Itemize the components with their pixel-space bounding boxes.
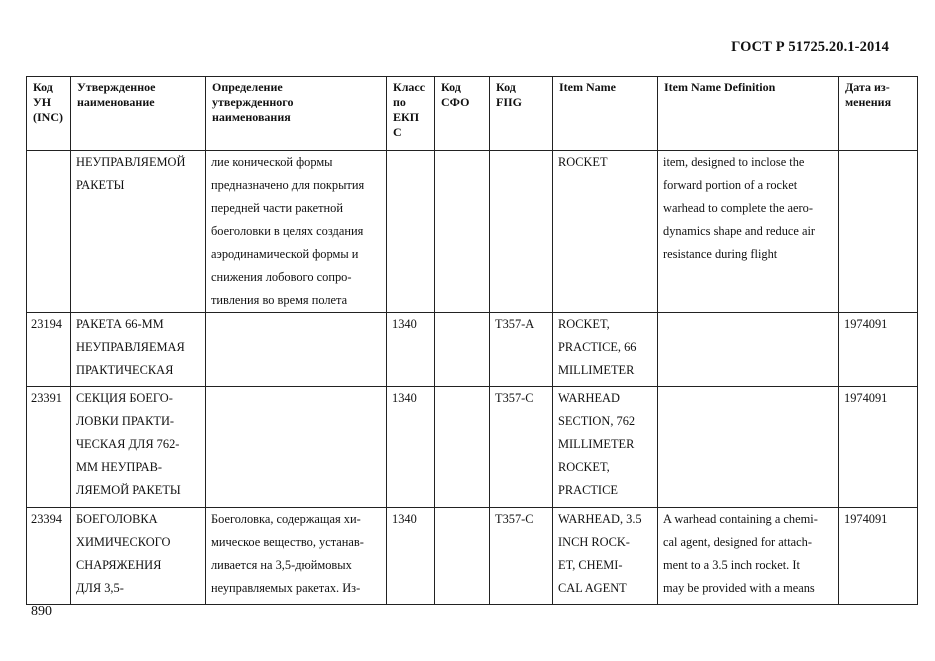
cell-definition: Боеголовка, содержащая хи- мическое вещество, устанав- ливается на 3,5-дюймовых неуправляемых ракетах. Из-	[206, 508, 387, 605]
cell-fiig	[490, 151, 553, 313]
cell-sfo	[435, 508, 490, 605]
col-header-approved-name: Утвержденное наименование	[71, 77, 206, 151]
cell-approved-name: НЕУПРАВЛЯЕМОЙ РАКЕТЫ	[71, 151, 206, 313]
table-row	[27, 313, 918, 387]
col-header-change-date: Дата из- менения	[839, 77, 918, 151]
cell-class: 1340	[387, 387, 435, 508]
table-header-row	[27, 77, 918, 151]
col-header-class: Класс по ЕКП С	[387, 77, 435, 151]
cell-code: 23194	[27, 313, 71, 387]
col-header-sfo: Код СФО	[435, 77, 490, 151]
cell-item-name: WARHEAD, 3.5 INCH ROCK- ET, CHEMI- CAL AGENT	[553, 508, 658, 605]
cell-class: 1340	[387, 313, 435, 387]
document-standard-header: ГОСТ Р 51725.20.1-2014	[731, 39, 889, 55]
col-header-fiig: Код FIIG	[490, 77, 553, 151]
cell-sfo	[435, 151, 490, 313]
classification-table	[26, 76, 918, 605]
cell-definition	[206, 387, 387, 508]
cell-sfo	[435, 313, 490, 387]
cell-item-name: ROCKET	[553, 151, 658, 313]
cell-item-name-definition: item, designed to inclose the forward portion of a rocket warhead to complete the aero- dynamics shape and reduce air resistance during flight	[658, 151, 839, 313]
cell-fiig: T357-A	[490, 313, 553, 387]
page-number: 890	[31, 604, 52, 619]
cell-approved-name: БОЕГОЛОВКА ХИМИЧЕСКОГО СНАРЯЖЕНИЯ ДЛЯ 3,5-	[71, 508, 206, 605]
cell-change-date: 1974091	[839, 313, 918, 387]
cell-class	[387, 151, 435, 313]
cell-code	[27, 151, 71, 313]
col-header-code: Код УН (INC)	[27, 77, 71, 151]
cell-class: 1340	[387, 508, 435, 605]
cell-definition: лие конической формы предназначено для покрытия передней части ракетной боеголовки в целях создания аэродинамической формы и снижения лобового сопро- тивления во время полета	[206, 151, 387, 313]
col-header-item-name: Item Name	[553, 77, 658, 151]
cell-fiig: T357-C	[490, 387, 553, 508]
cell-code: 23394	[27, 508, 71, 605]
cell-change-date: 1974091	[839, 387, 918, 508]
cell-item-name-definition	[658, 313, 839, 387]
cell-item-name: ROCKET, PRACTICE, 66 MILLIMETER	[553, 313, 658, 387]
cell-fiig: T357-C	[490, 508, 553, 605]
cell-definition	[206, 313, 387, 387]
table-row	[27, 151, 918, 313]
cell-change-date: 1974091	[839, 508, 918, 605]
cell-change-date	[839, 151, 918, 313]
cell-item-name-definition	[658, 387, 839, 508]
cell-approved-name: РАКЕТА 66-ММ НЕУПРАВЛЯЕМАЯ ПРАКТИЧЕСКАЯ	[71, 313, 206, 387]
table-row	[27, 508, 918, 605]
table-row	[27, 387, 918, 508]
cell-code: 23391	[27, 387, 71, 508]
cell-approved-name: СЕКЦИЯ БОЕГО- ЛОВКИ ПРАКТИ- ЧЕСКАЯ ДЛЯ 762- ММ НЕУПРАВ- ЛЯЕМОЙ РАКЕТЫ	[71, 387, 206, 508]
cell-item-name-definition: A warhead containing a chemi- cal agent, designed for attach- ment to a 3.5 inch rocket. It may be provided with a means	[658, 508, 839, 605]
cell-item-name: WARHEAD SECTION, 762 MILLIMETER ROCKET, PRACTICE	[553, 387, 658, 508]
col-header-definition: Определение утвержденного наименования	[206, 77, 387, 151]
cell-sfo	[435, 387, 490, 508]
col-header-item-name-definition: Item Name Definition	[658, 77, 839, 151]
